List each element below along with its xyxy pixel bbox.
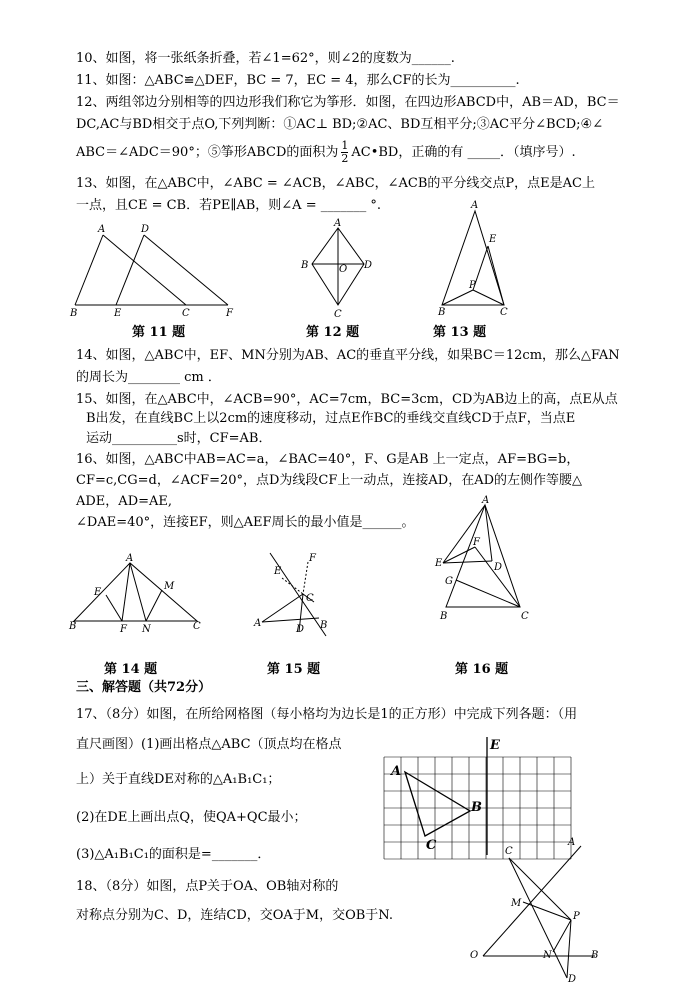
question-17-line-1: 17、（8分）如图，在所给网格图（每小格均为边长是1的正方形）中完成下列各题：（用 — [76, 707, 578, 722]
fig12-label-D: D — [364, 260, 373, 271]
fig12-label-C: C — [334, 309, 342, 320]
fig18-label-D: D — [568, 974, 577, 983]
fig13-label-A: A — [471, 200, 479, 211]
question-16-line-3: ADE，AD=AE, — [76, 494, 173, 509]
fig13-label-P: P — [469, 280, 476, 291]
caption-15: 第 15 题 — [267, 662, 321, 677]
fig18-label-P: P — [573, 911, 580, 922]
caption-11: 第 11 题 — [132, 325, 186, 340]
question-12-line-3 — [76, 140, 576, 165]
fig14-label-N: N — [142, 624, 151, 635]
fig16-label-D: D — [494, 562, 503, 573]
figure-13 — [432, 200, 522, 318]
question-17-line-4: (2)在DE上画出点Q，使QA+QC最小； — [76, 810, 307, 825]
question-11: 11、如图：△ABC≌△DEF，BC = 7，EC = 4，那么CF的长为__________. — [76, 73, 520, 88]
figure-16 — [430, 495, 540, 625]
question-12-line-1: 12、两组邻边分别相等的四边形我们称它为筝形．如图，在四边形ABCD中，AB＝AD，BC＝ — [76, 95, 620, 110]
fig15-label-B: B — [320, 620, 328, 631]
fig14-label-C: C — [193, 621, 201, 632]
fig11-label-F: F — [226, 308, 233, 319]
fig14-label-F: F — [120, 624, 127, 635]
fraction-denominator: 2 — [341, 152, 349, 165]
fig16-label-G: G — [445, 576, 453, 587]
question-16-line-2: CF=c,CG=d，∠ACF=20°，点D为线段CF上一动点，连接AD，在AD的左侧作等腰△ — [76, 473, 583, 488]
fig15-label-F: F — [309, 553, 316, 564]
fig13-label-C: C — [500, 307, 508, 318]
fig16-label-B: B — [440, 611, 448, 622]
fig14-label-M: M — [164, 581, 175, 592]
fig18-label-N: N — [543, 950, 552, 961]
question-13-line-1: 13、如图，在△ABC中，∠ABC = ∠ACB，∠ABC，∠ACB的平分线交点P，点E是AC上 — [76, 176, 596, 191]
fig11-label-E: E — [114, 308, 122, 319]
fig16-label-A: A — [482, 495, 490, 506]
fig13-label-B: B — [438, 307, 446, 318]
fig12-label-O: O — [339, 264, 348, 275]
fig16-label-E: E — [435, 558, 443, 569]
question-17-line-5: (3)△A₁B₁C₁的面积是=_______． — [76, 847, 271, 862]
question-10: 10、如图，将一张纸条折叠，若∠1=62°，则∠2的度数为______. — [76, 51, 455, 66]
fig12-label-A: A — [334, 218, 342, 229]
fig11-label-B: B — [70, 308, 78, 319]
fig17-label-C: C — [426, 838, 437, 853]
fraction-half — [341, 140, 348, 165]
fig15-label-E: E — [274, 566, 282, 577]
figure-12 — [298, 218, 378, 322]
fig15-label-C: C — [306, 593, 314, 604]
question-17-line-2: 直尺画图）(1)画出格点△ABC（顶点均在格点 — [76, 737, 342, 752]
fraction-numerator: 1 — [341, 139, 349, 152]
question-15-line-1: 15、如图，在△ABC中，∠ACB=90°，AC=7cm，BC=3cm，CD为AB边上的高，点E从点 — [76, 392, 618, 407]
question-15-line-3: 运动__________s时，CF=AB． — [86, 431, 272, 446]
fig11-label-A: A — [98, 224, 106, 235]
fig17-label-B: B — [471, 800, 482, 815]
fig17-label-A: A — [391, 764, 402, 779]
figure-11 — [66, 222, 246, 317]
question-16-line-4: ∠DAE=40°，连接EF，则△AEF周长的最小值是______。 — [76, 515, 415, 530]
q12-text-post: AC•BD，正确的有 _____．（填序号）. — [351, 145, 576, 160]
fig13-label-E: E — [489, 234, 497, 245]
fig18-label-B: B — [591, 950, 599, 961]
fig18-label-M: M — [511, 898, 522, 909]
fig16-label-C: C — [521, 611, 529, 622]
question-18-line-1: 18、（8分）如图，点P关于OA、OB轴对称的 — [76, 879, 339, 894]
fig18-label-O: O — [470, 950, 479, 961]
fig14-label-B: B — [69, 621, 77, 632]
q12-text-pre: ABC＝∠ADC＝90°；⑤筝形ABCD的面积为 — [76, 145, 339, 160]
question-15-line-2: B出发，在直线BC上以2cm的速度移动，过点E作BC的垂线交直线CD于点F，当点E — [86, 411, 576, 426]
fig15-label-D: D — [296, 624, 305, 635]
figure-18 — [465, 837, 605, 983]
figure-14 — [66, 555, 216, 635]
fig11-label-C: C — [182, 308, 190, 319]
caption-16: 第 16 题 — [455, 662, 509, 677]
caption-12: 第 12 题 — [306, 325, 360, 340]
question-14-line-2: 的周长为________ cm ． — [76, 370, 221, 385]
fig15-label-A: A — [254, 618, 262, 629]
fig18-label-C: C — [505, 846, 513, 857]
fig12-label-B: B — [301, 260, 309, 271]
question-13-line-2: 一点，且CE = CB．若PE∥AB，则∠A = _______ °. — [76, 198, 381, 213]
figure-15 — [252, 548, 332, 643]
fig14-label-E: E — [94, 587, 102, 598]
caption-13: 第 13 题 — [433, 325, 487, 340]
fig18-label-A: A — [568, 837, 576, 848]
question-14-line-1: 14、如图，△ABC中，EF、MN分别为AB、AC的垂直平分线，如果BC＝12cm，那么△FAN — [76, 348, 620, 363]
section-3-heading: 三、解答题（共72分） — [76, 680, 212, 695]
caption-14: 第 14 题 — [104, 662, 158, 677]
fig16-label-F: F — [473, 537, 480, 548]
question-17-line-3: 上）关于直线DE对称的△A₁B₁C₁； — [76, 772, 281, 787]
question-18-line-2: 对称点分别为C、D，连结CD，交OA于M，交OB于N. — [76, 908, 393, 923]
fig14-label-A: A — [126, 553, 134, 564]
question-16-line-1: 16、如图，△ABC中AB=AC=a，∠BAC=40°，F、G是AB 上一定点，AF=BG=b， — [76, 452, 580, 467]
question-12-line-2: DC,AC与BD相交于点O,下列判断：①AC⊥ BD;②AC、BD互相平分;③AC平分∠BCD;④∠ — [76, 117, 604, 132]
fig17-label-E: E — [490, 738, 500, 753]
fig11-label-D: D — [141, 224, 150, 235]
